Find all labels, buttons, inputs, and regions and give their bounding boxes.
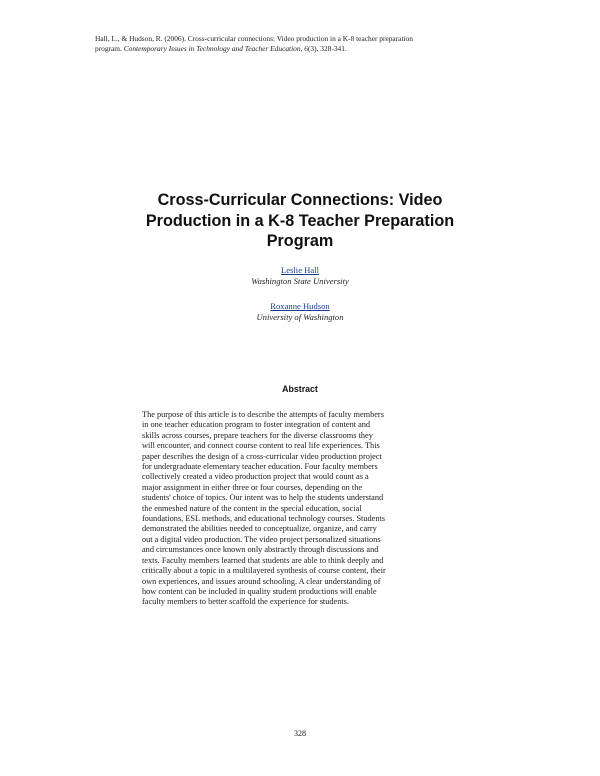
abstract-line: faculty members to better scaffold the experience for students. bbox=[142, 597, 349, 607]
abstract-line: collectively created a video production project that would count as a bbox=[142, 472, 369, 482]
abstract-line: major assignment in either three or four courses, depending on the bbox=[142, 482, 363, 492]
abstract-line: skills across courses, prepare teachers for the diverse classrooms they bbox=[142, 430, 373, 440]
abstract-line: texts. Faculty members learned that students are able to think deeply and bbox=[142, 555, 384, 565]
abstract-line: demonstrated the abilities needed to conceptualize, organize, and carry bbox=[142, 524, 377, 534]
author-block bbox=[0, 265, 600, 287]
abstract-line: foundations, ESL methods, and educational technology courses. Students bbox=[142, 514, 386, 524]
abstract-line: and circumstances once known only abstractly through discussions and bbox=[142, 545, 379, 555]
title-line: Production in a K-8 Teacher Preparation bbox=[145, 211, 455, 230]
abstract-line: out a digital video production. The video project personalized situations bbox=[142, 534, 381, 544]
author-link[interactable]: Roxanne Hudson bbox=[270, 301, 330, 311]
abstract-line: The purpose of this article is to describe the attempts of faculty members bbox=[142, 410, 384, 419]
title-line: Cross-Curricular Connections: Video bbox=[157, 191, 443, 209]
page-number: 328 bbox=[294, 729, 306, 738]
citation-line-2 bbox=[95, 44, 515, 54]
author-link[interactable]: Leslie Hall bbox=[281, 265, 319, 275]
abstract-heading: Abstract bbox=[282, 384, 318, 394]
author-block bbox=[0, 301, 600, 323]
abstract-line: the enmeshed nature of the content in the special education, social bbox=[142, 503, 362, 513]
abstract-line: own experiences, and issues around schooling. A clear understanding of bbox=[142, 576, 381, 586]
citation-comma: , bbox=[300, 43, 305, 53]
title-line: Program bbox=[266, 232, 334, 250]
citation-journal: Contemporary Issues in Technology and Teacher Education bbox=[123, 43, 301, 53]
abstract-line: students' choice of topics. Our intent was to help the students understand bbox=[142, 493, 384, 503]
abstract-line: in one teacher education program to foster integration of content and bbox=[142, 420, 371, 430]
author-affiliation: Washington State University bbox=[251, 276, 349, 286]
citation-issue-pages: (3), 328-341. bbox=[307, 43, 347, 53]
abstract-line: critically about a topic in a multilayered synthesis of course content, their bbox=[142, 566, 386, 576]
abstract-text bbox=[142, 410, 462, 608]
citation-volume: 6 bbox=[304, 43, 308, 53]
abstract-line: how content can be included in quality student productions will enable bbox=[142, 586, 377, 596]
author-affiliation: University of Washington bbox=[256, 312, 344, 322]
citation-header bbox=[95, 34, 515, 53]
citation-line-1: Hall, L., & Hudson, R. (2006). Cross-curricular connections: Video production in a K-8 teacher preparation bbox=[95, 34, 413, 43]
abstract-line: paper describes the design of a cross-curricular video production project bbox=[142, 451, 382, 461]
paper-title bbox=[100, 190, 500, 252]
abstract-line: for undergraduate elementary teacher education. Four faculty members bbox=[142, 462, 378, 472]
citation-program: program. bbox=[95, 43, 124, 53]
abstract-line: will encounter, and connect course content to real life experiences. This bbox=[142, 441, 380, 451]
